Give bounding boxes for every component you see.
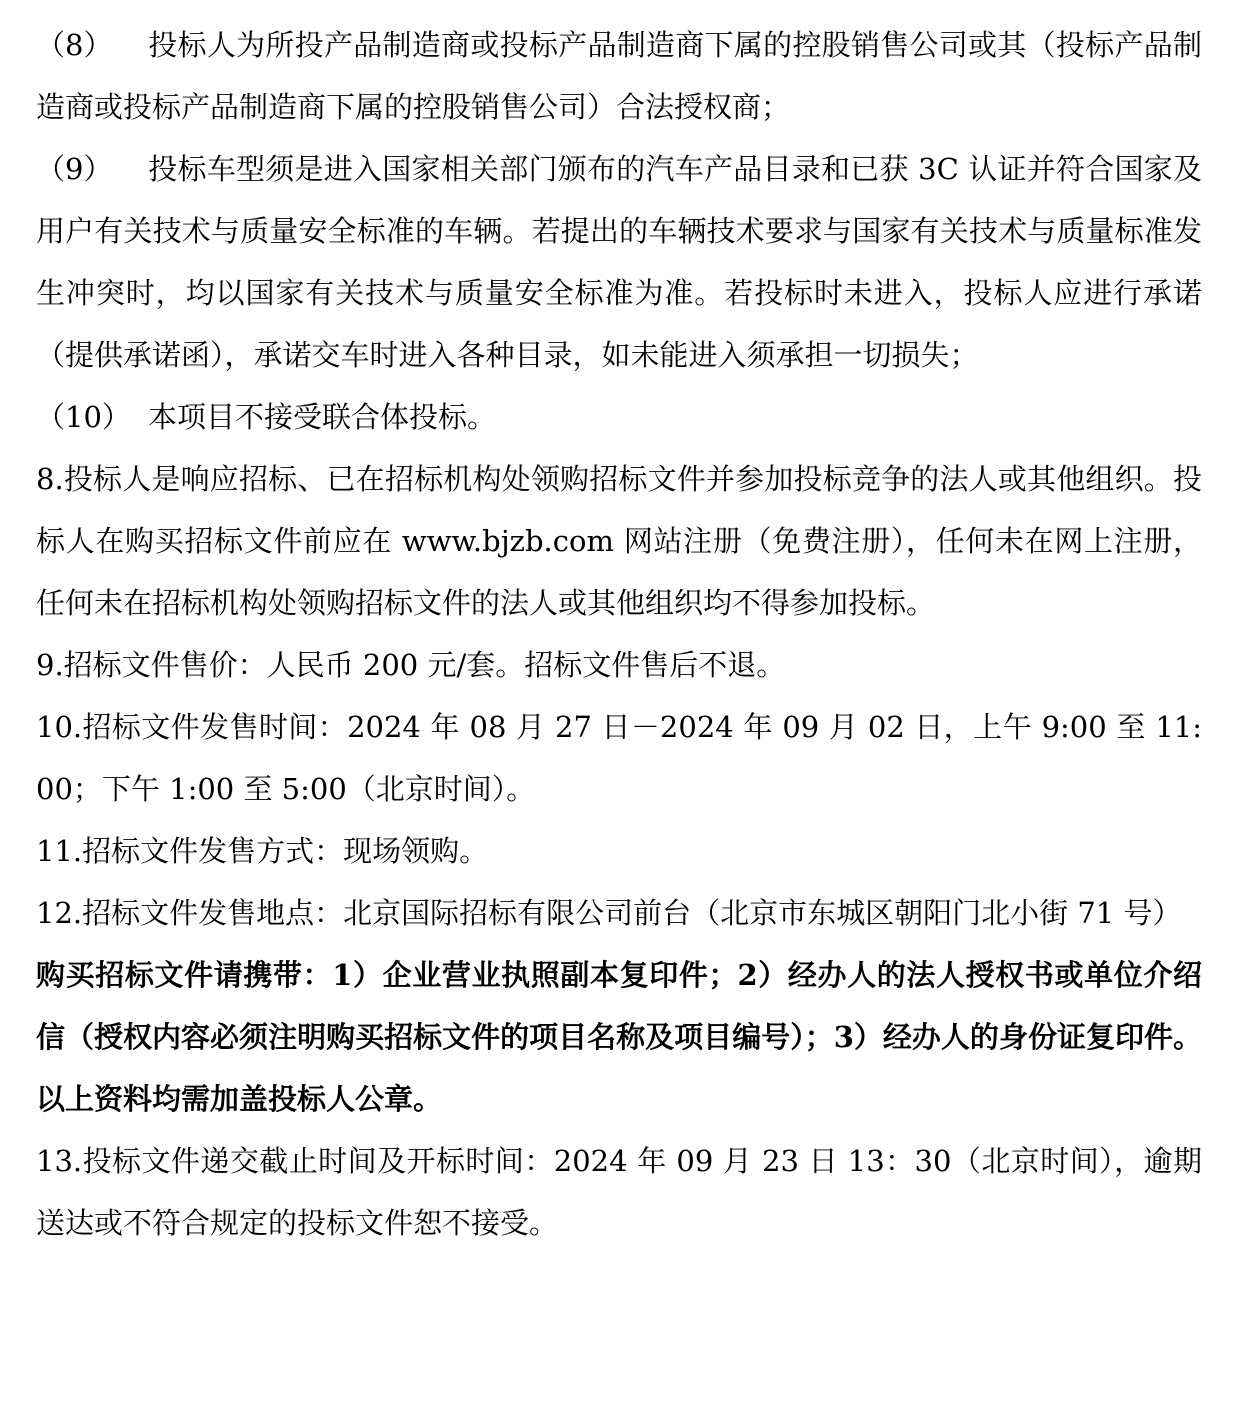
clause-9 [36, 138, 1202, 386]
clause-number: （9） [36, 152, 113, 186]
section-9-document-price: 9.招标文件售价：人民币 200 元/套。招标文件售后不退。 [36, 648, 786, 682]
clause-number: （10） [36, 400, 131, 434]
clause-text: 投标人为所投产品制造商或投标产品制造商下属的控股销售公司或其（投标产品制造商或投标产品制造商下属的控股销售公司）合法授权商； [36, 28, 1202, 124]
clause-text: 投标车型须是进入国家相关部门颁布的汽车产品目录和已获 3C 认证并符合国家及用户有关技术与质量安全标准的车辆。若提出的车辆技术要求与国家有关技术与质量标准发生冲突时，均以国家有关技术与质量安全标准为准。若投标时未进入，投标人应进行承诺（提供承诺函），承诺交车时进入各种目录，如未能进入须承担一切损失； [36, 152, 1202, 372]
document-page [36, 14, 1202, 1254]
clause-10 [36, 386, 1202, 448]
section-8-bidder-definition: 8.投标人是响应招标、已在招标机构处领购招标文件并参加投标竞争的法人或其他组织。投标人在购买招标文件前应在 www.bjzb.com 网站注册（免费注册），任何未在网上注册，任何未在招标机构处领购招标文件的法人或其他组织均不得参加投标。 [36, 462, 1202, 620]
section-12-sale-location: 12.招标文件发售地点：北京国际招标有限公司前台（北京市东城区朝阳门北小街 71 号） [36, 896, 1182, 930]
clause-text: 本项目不接受联合体投标。 [148, 400, 497, 434]
clause-8 [36, 14, 1202, 138]
section-11-sale-method: 11.招标文件发售方式：现场领购。 [36, 834, 489, 868]
purchase-requirements-note: 购买招标文件请携带：1）企业营业执照副本复印件；2）经办人的法人授权书或单位介绍信（授权内容必须注明购买招标文件的项目名称及项目编号）；3）经办人的身份证复印件。以上资料均需加盖投标人公章。 [36, 958, 1202, 1116]
clause-number: （8） [36, 28, 113, 62]
section-10-sale-time: 10.招标文件发售时间：2024 年 08 月 27 日－2024 年 09 月 02 日，上午 9:00 至 11:00；下午 1:00 至 5:00（北京时间）。 [36, 710, 1202, 806]
section-13-submission-deadline: 13.投标文件递交截止时间及开标时间：2024 年 09 月 23 日 13：30（北京时间），逾期送达或不符合规定的投标文件恕不接受。 [36, 1144, 1202, 1240]
